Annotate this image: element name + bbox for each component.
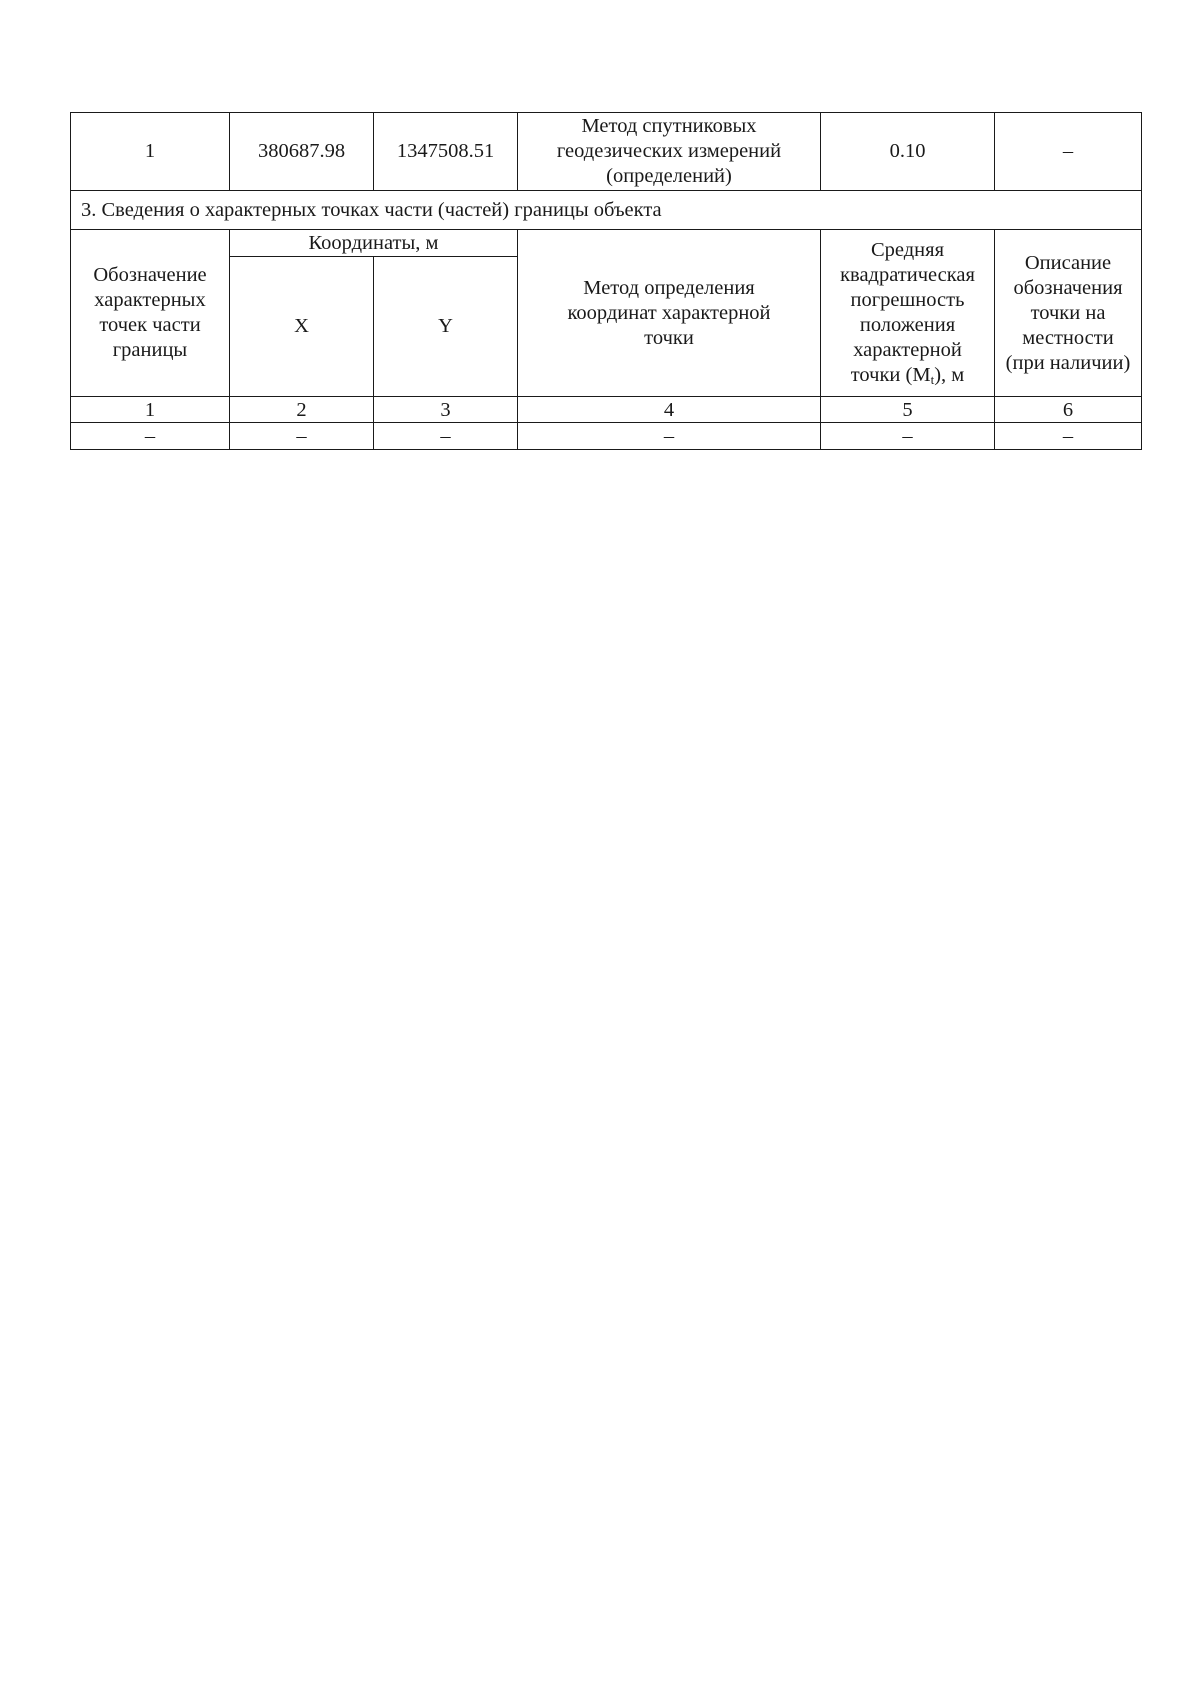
column-number: 5 bbox=[821, 397, 995, 423]
header-error bbox=[821, 230, 995, 397]
error-cell: 0.10 bbox=[821, 113, 995, 191]
section-row bbox=[71, 191, 1142, 230]
empty-cell: – bbox=[821, 423, 995, 450]
x-coordinate-cell: 380687.98 bbox=[230, 113, 374, 191]
empty-cell: – bbox=[230, 423, 374, 450]
header-row bbox=[71, 230, 1142, 257]
empty-cell: – bbox=[518, 423, 821, 450]
header-error-unit: ), м bbox=[934, 364, 965, 386]
header-description: Описание обозначения точки на местности (при наличии) bbox=[995, 230, 1142, 397]
header-y: Y bbox=[374, 257, 518, 397]
point-number-cell: 1 bbox=[71, 113, 230, 191]
column-number: 1 bbox=[71, 397, 230, 423]
column-number-row bbox=[71, 397, 1142, 423]
boundary-points-table bbox=[70, 112, 1142, 450]
column-number: 4 bbox=[518, 397, 821, 423]
empty-cell: – bbox=[71, 423, 230, 450]
empty-cell: – bbox=[374, 423, 518, 450]
header-point-designation: Обозначение характерных точек части границы bbox=[71, 230, 230, 397]
description-cell: – bbox=[995, 113, 1142, 191]
header-method: Метод определения координат характерной точки bbox=[518, 230, 821, 397]
column-number: 2 bbox=[230, 397, 374, 423]
header-error-text: Средняя квадратическая погрешность положения характерной точки (M bbox=[840, 239, 975, 386]
header-coordinates: Координаты, м bbox=[230, 230, 518, 257]
header-x: X bbox=[230, 257, 374, 397]
column-number: 3 bbox=[374, 397, 518, 423]
column-number: 6 bbox=[995, 397, 1142, 423]
method-cell: Метод спутниковых геодезических измерений (определений) bbox=[518, 113, 821, 191]
table-row bbox=[71, 113, 1142, 191]
y-coordinate-cell: 1347508.51 bbox=[374, 113, 518, 191]
empty-cell: – bbox=[995, 423, 1142, 450]
table-row bbox=[71, 423, 1142, 450]
header-error-subscript: t bbox=[930, 372, 935, 387]
section-title: 3. Сведения о характерных точках части (частей) границы объекта bbox=[71, 191, 1142, 230]
